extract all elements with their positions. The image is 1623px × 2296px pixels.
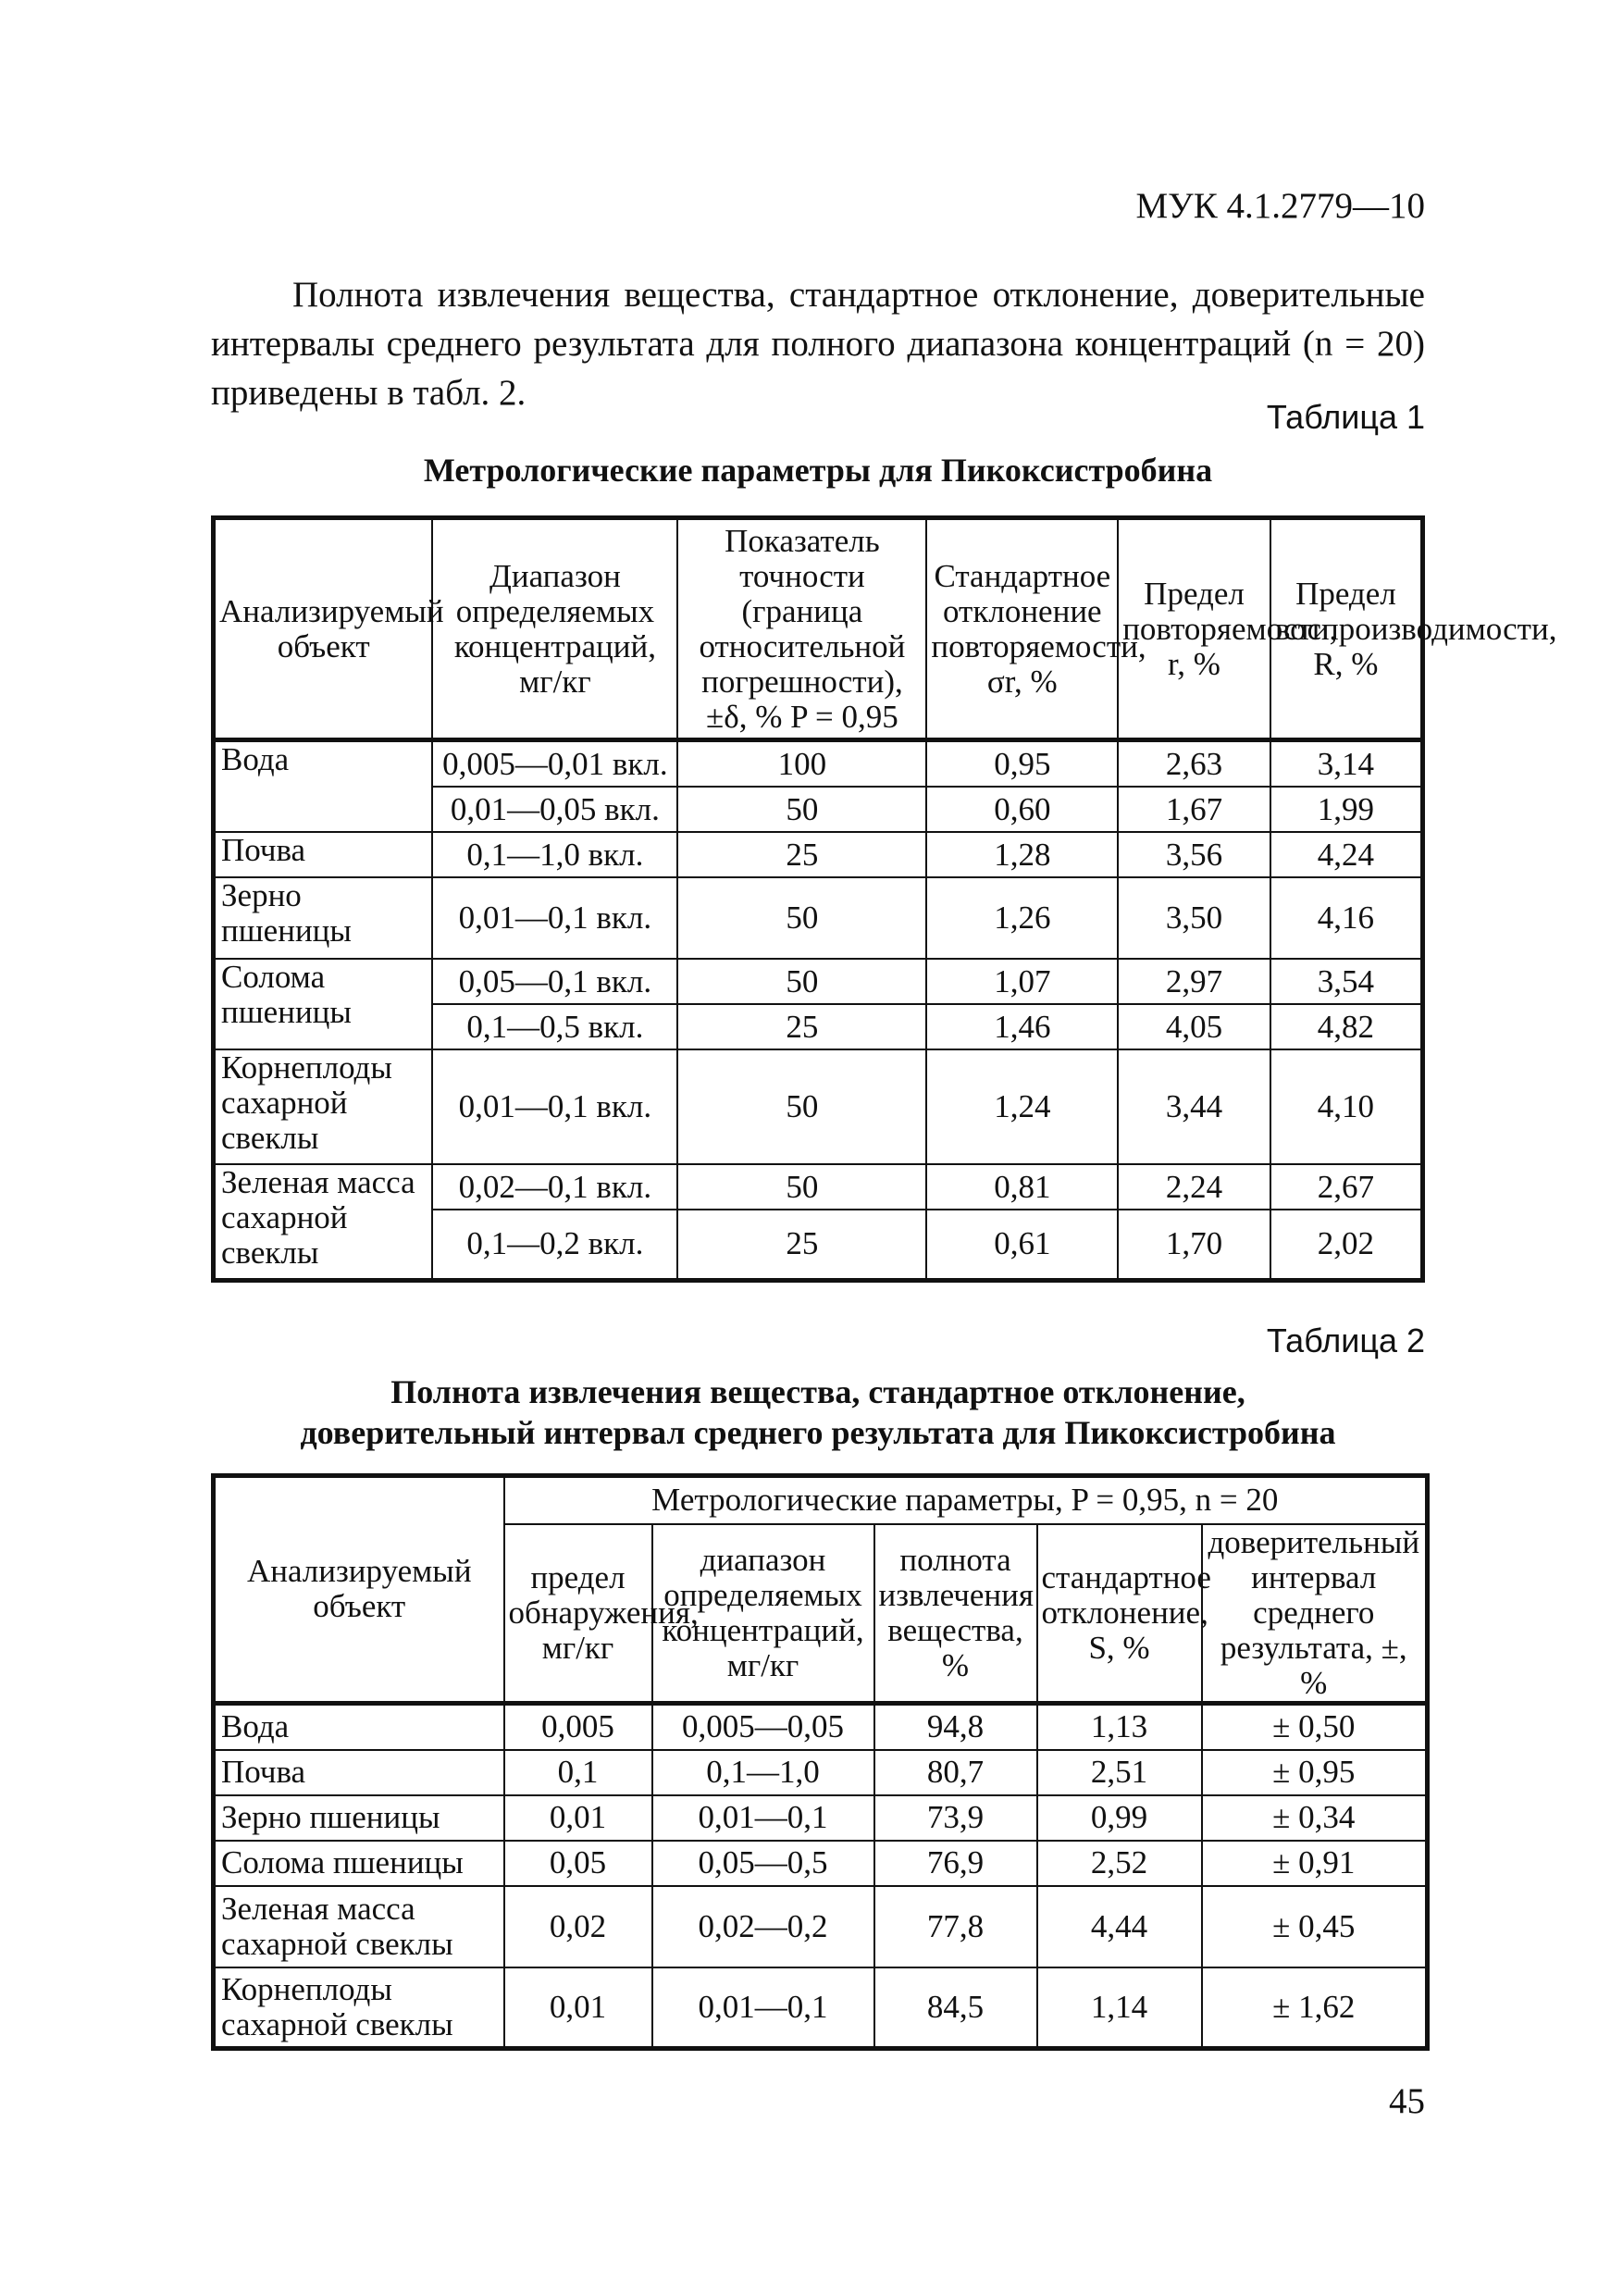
value-cell: 0,61 [926,1210,1118,1280]
object-cell: Зеленая масса сахарной свеклы [214,1886,504,1967]
value-cell: 3,50 [1118,877,1270,959]
value-cell: 2,97 [1118,959,1270,1004]
value-cell: 2,51 [1037,1750,1202,1795]
table1-header-range: Диапазон определяемых концентраций, мг/кг [432,518,677,740]
value-cell: 4,44 [1037,1886,1202,1967]
value-cell: ± 0,34 [1202,1795,1428,1841]
table2-header-detection-limit: предел обнаружения, мг/кг [504,1524,652,1704]
table-row [214,959,1423,1004]
value-cell: 50 [677,1049,926,1164]
value-cell: ± 0,95 [1202,1750,1428,1795]
value-cell: 76,9 [874,1841,1037,1886]
value-cell: 4,24 [1270,832,1423,877]
value-cell: 0,01 [504,1967,652,2049]
value-cell: 0,95 [926,740,1118,788]
object-cell: Зерно пшеницы [214,877,433,959]
object-cell: Вода [214,1703,504,1750]
value-cell: 0,02 [504,1886,652,1967]
range-cell: 0,05—0,1 вкл. [432,959,677,1004]
range-cell: 0,05—0,5 [652,1841,874,1886]
value-cell: 1,07 [926,959,1118,1004]
table1-header-object: Анализируемый объект [214,518,433,740]
table1-label: Таблица 1 [1266,398,1425,436]
range-cell: 0,1—1,0 вкл. [432,832,677,877]
value-cell: 0,99 [1037,1795,1202,1841]
value-cell: 84,5 [874,1967,1037,2049]
range-cell: 0,01—0,1 [652,1795,874,1841]
value-cell: ± 0,91 [1202,1841,1428,1886]
value-cell: 3,14 [1270,740,1423,788]
table-row [214,740,1423,788]
table-row [214,1703,1428,1750]
value-cell: 1,46 [926,1004,1118,1049]
value-cell: 100 [677,740,926,788]
range-cell: 0,01—0,1 вкл. [432,1049,677,1164]
value-cell: 1,13 [1037,1703,1202,1750]
value-cell: 4,05 [1118,1004,1270,1049]
value-cell: 1,14 [1037,1967,1202,2049]
object-cell: Корнеплоды сахарной свеклы [214,1049,433,1164]
value-cell: 25 [677,1004,926,1049]
table1-title: Метрологические параметры для Пикоксистробина [423,452,1213,489]
value-cell: ± 0,45 [1202,1886,1428,1967]
object-cell: Солома пшеницы [214,959,433,1049]
value-cell: 50 [677,1164,926,1210]
table1-header-accuracy: Показатель точности (граница относительной погрешности), ±δ, % P = 0,95 [677,518,926,740]
value-cell: 2,63 [1118,740,1270,788]
value-cell: 1,24 [926,1049,1118,1164]
range-cell: 0,005—0,05 [652,1703,874,1750]
table1 [211,515,1557,1283]
value-cell: 77,8 [874,1886,1037,1967]
value-cell: 0,005 [504,1703,652,1750]
range-cell: 0,1—0,5 вкл. [432,1004,677,1049]
value-cell: 1,28 [926,832,1118,877]
table-row [214,1795,1428,1841]
value-cell: 94,8 [874,1703,1037,1750]
value-cell: 1,26 [926,877,1118,959]
value-cell: ± 0,50 [1202,1703,1428,1750]
table-row [214,877,1423,959]
value-cell: 3,54 [1270,959,1423,1004]
table1-header-repeatability: Предел повторяемости, r, % [1118,518,1270,740]
object-cell: Солома пшеницы [214,1841,504,1886]
table-row [214,832,1423,877]
value-cell: 2,02 [1270,1210,1423,1280]
range-cell: 0,01—0,1 [652,1967,874,2049]
value-cell: 0,60 [926,787,1118,832]
object-cell: Корнеплоды сахарной свеклы [214,1967,504,2049]
table-row [214,1164,1423,1210]
value-cell: 80,7 [874,1750,1037,1795]
value-cell: 2,67 [1270,1164,1423,1210]
value-cell: 73,9 [874,1795,1037,1841]
table-row [214,1750,1428,1795]
value-cell: 4,10 [1270,1049,1423,1164]
value-cell: 0,05 [504,1841,652,1886]
table-row [214,1967,1428,2049]
table2 [211,1473,1430,2051]
value-cell: 0,1 [504,1750,652,1795]
value-cell: 1,67 [1118,787,1270,832]
range-cell: 0,02—0,2 [652,1886,874,1967]
table-row [214,1886,1428,1967]
range-cell: 0,02—0,1 вкл. [432,1164,677,1210]
value-cell: 25 [677,1210,926,1280]
value-cell: 0,01 [504,1795,652,1841]
table2-title-line1: Полнота извлечения вещества, стандартное отклонение, [390,1373,1245,1410]
table2-group-header: Метрологические параметры, P = 0,95, n = 20 [504,1476,1428,1524]
range-cell: 0,01—0,1 вкл. [432,877,677,959]
value-cell: 2,24 [1118,1164,1270,1210]
value-cell: 4,16 [1270,877,1423,959]
table-row [214,1841,1428,1886]
object-cell: Зерно пшеницы [214,1795,504,1841]
value-cell: 50 [677,787,926,832]
object-cell: Почва [214,832,433,877]
table2-header-recovery: полнота извлечения вещества, % [874,1524,1037,1704]
value-cell: 3,56 [1118,832,1270,877]
object-cell: Почва [214,1750,504,1795]
value-cell: 1,99 [1270,787,1423,832]
value-cell: ± 1,62 [1202,1967,1428,2049]
value-cell: 4,82 [1270,1004,1423,1049]
table1-header-std-dev: Стандартное отклонение повторяемости, σr, % [926,518,1118,740]
table2-header-object: Анализируемый объект [214,1476,504,1704]
value-cell: 2,52 [1037,1841,1202,1886]
value-cell: 3,44 [1118,1049,1270,1164]
value-cell: 1,70 [1118,1210,1270,1280]
table2-title-line2: доверительный интервал среднего результата для Пикоксистробина [300,1414,1336,1451]
range-cell: 0,01—0,05 вкл. [432,787,677,832]
range-cell: 0,1—0,2 вкл. [432,1210,677,1280]
table1-header-reproducibility: Предел воспроизводимости, R, % [1270,518,1423,740]
table2-header-std-dev: стандартное отклонение, S, % [1037,1524,1202,1704]
table2-header-confidence: доверительный интервал среднего результата, ±, % [1202,1524,1428,1704]
value-cell: 50 [677,877,926,959]
page-number: 45 [1389,2081,1425,2121]
intro-paragraph: Полнота извлечения вещества, стандартное отклонение, доверительные интервалы среднего результата для полного диапазона концентраций (n = 20) приведены в табл. 2. [211,275,1425,413]
value-cell: 25 [677,832,926,877]
document-code: МУК 4.1.2779—10 [1135,186,1425,226]
object-cell: Вода [214,740,433,833]
range-cell: 0,005—0,01 вкл. [432,740,677,788]
table2-label: Таблица 2 [1266,1322,1425,1359]
value-cell: 0,81 [926,1164,1118,1210]
table-row [214,1049,1423,1164]
table2-header-range: диапазон определяемых концентраций, мг/кг [652,1524,874,1704]
range-cell: 0,1—1,0 [652,1750,874,1795]
object-cell: Зеленая масса сахарной свеклы [214,1164,433,1280]
value-cell: 50 [677,959,926,1004]
